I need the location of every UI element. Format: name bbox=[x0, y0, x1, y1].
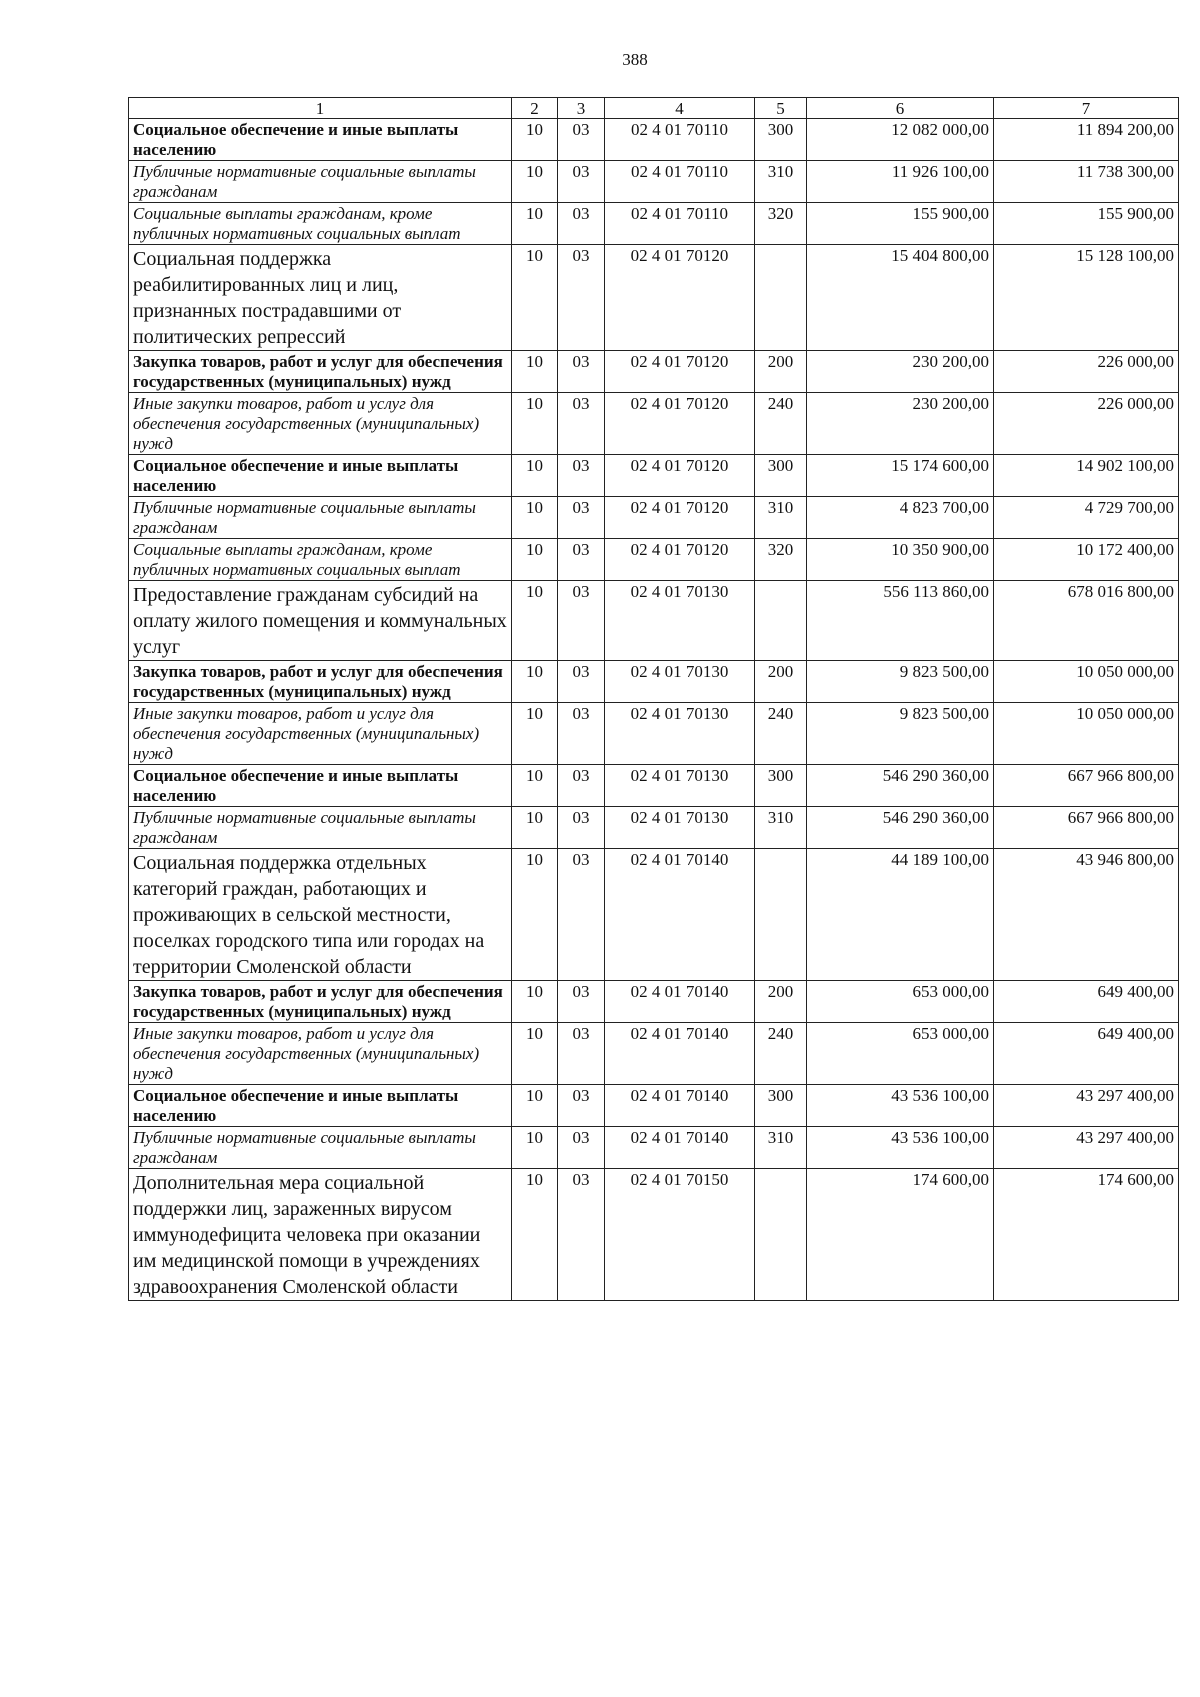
table-row bbox=[129, 981, 1179, 1023]
row-amount-2-cell: 15 128 100,00 bbox=[994, 245, 1179, 351]
row-expense-type-cell: 240 bbox=[755, 703, 807, 765]
row-amount-1-cell: 653 000,00 bbox=[807, 1023, 994, 1085]
header-cell-6: 6 bbox=[807, 98, 994, 119]
row-amount-2-cell: 43 946 800,00 bbox=[994, 849, 1179, 981]
row-amount-2-cell: 667 966 800,00 bbox=[994, 765, 1179, 807]
row-subsection-cell: 03 bbox=[558, 119, 605, 161]
table-row bbox=[129, 497, 1179, 539]
row-amount-1-cell: 44 189 100,00 bbox=[807, 849, 994, 981]
row-amount-2-cell: 649 400,00 bbox=[994, 1023, 1179, 1085]
row-target-article-cell: 02 4 01 70130 bbox=[605, 807, 755, 849]
row-name-cell: Социальная поддержка отдельных категорий граждан, работающих и проживающих в сельской местности, поселках городского типа или городах на территории Смоленской области bbox=[129, 849, 512, 981]
row-target-article-cell: 02 4 01 70140 bbox=[605, 1023, 755, 1085]
row-section-cell: 10 bbox=[512, 849, 558, 981]
row-amount-2-cell: 649 400,00 bbox=[994, 981, 1179, 1023]
table-row bbox=[129, 807, 1179, 849]
table-row bbox=[129, 161, 1179, 203]
row-expense-type-cell: 300 bbox=[755, 455, 807, 497]
row-expense-type-cell: 300 bbox=[755, 765, 807, 807]
row-section-cell: 10 bbox=[512, 1023, 558, 1085]
row-expense-type-cell: 300 bbox=[755, 1085, 807, 1127]
row-amount-2-cell: 10 050 000,00 bbox=[994, 703, 1179, 765]
row-section-cell: 10 bbox=[512, 539, 558, 581]
row-amount-1-cell: 4 823 700,00 bbox=[807, 497, 994, 539]
table-row bbox=[129, 1127, 1179, 1169]
row-name-cell: Социальное обеспечение и иные выплаты населению bbox=[129, 455, 512, 497]
row-name-cell: Закупка товаров, работ и услуг для обеспечения государственных (муниципальных) нужд bbox=[129, 661, 512, 703]
row-target-article-cell: 02 4 01 70130 bbox=[605, 661, 755, 703]
row-subsection-cell: 03 bbox=[558, 981, 605, 1023]
row-subsection-cell: 03 bbox=[558, 351, 605, 393]
row-amount-2-cell: 4 729 700,00 bbox=[994, 497, 1179, 539]
row-section-cell: 10 bbox=[512, 351, 558, 393]
table-row bbox=[129, 393, 1179, 455]
row-target-article-cell: 02 4 01 70120 bbox=[605, 351, 755, 393]
row-target-article-cell: 02 4 01 70130 bbox=[605, 581, 755, 661]
row-target-article-cell: 02 4 01 70140 bbox=[605, 849, 755, 981]
row-amount-1-cell: 174 600,00 bbox=[807, 1169, 994, 1301]
row-subsection-cell: 03 bbox=[558, 245, 605, 351]
table-row bbox=[129, 1169, 1179, 1301]
row-name-cell: Дополнительная мера социальной поддержки лиц, зараженных вирусом иммунодефицита человека при оказании им медицинской помощи в учреждениях здравоохранения Смоленской области bbox=[129, 1169, 512, 1301]
row-amount-1-cell: 15 404 800,00 bbox=[807, 245, 994, 351]
row-name-cell: Закупка товаров, работ и услуг для обеспечения государственных (муниципальных) нужд bbox=[129, 351, 512, 393]
row-target-article-cell: 02 4 01 70120 bbox=[605, 497, 755, 539]
row-section-cell: 10 bbox=[512, 661, 558, 703]
row-section-cell: 10 bbox=[512, 1127, 558, 1169]
row-target-article-cell: 02 4 01 70140 bbox=[605, 981, 755, 1023]
table-row bbox=[129, 455, 1179, 497]
row-name-cell: Публичные нормативные социальные выплаты гражданам bbox=[129, 807, 512, 849]
header-cell-1: 1 bbox=[129, 98, 512, 119]
header-row bbox=[129, 98, 1179, 119]
row-name-cell: Социальное обеспечение и иные выплаты населению bbox=[129, 119, 512, 161]
row-amount-2-cell: 11 738 300,00 bbox=[994, 161, 1179, 203]
row-target-article-cell: 02 4 01 70110 bbox=[605, 161, 755, 203]
row-expense-type-cell: 310 bbox=[755, 161, 807, 203]
table-row bbox=[129, 661, 1179, 703]
row-amount-1-cell: 9 823 500,00 bbox=[807, 661, 994, 703]
row-amount-1-cell: 9 823 500,00 bbox=[807, 703, 994, 765]
table-row bbox=[129, 203, 1179, 245]
table-row bbox=[129, 119, 1179, 161]
row-target-article-cell: 02 4 01 70110 bbox=[605, 203, 755, 245]
row-amount-2-cell: 155 900,00 bbox=[994, 203, 1179, 245]
row-amount-1-cell: 43 536 100,00 bbox=[807, 1127, 994, 1169]
row-subsection-cell: 03 bbox=[558, 581, 605, 661]
header-cell-3: 3 bbox=[558, 98, 605, 119]
row-section-cell: 10 bbox=[512, 497, 558, 539]
row-subsection-cell: 03 bbox=[558, 1127, 605, 1169]
row-subsection-cell: 03 bbox=[558, 497, 605, 539]
row-subsection-cell: 03 bbox=[558, 393, 605, 455]
row-expense-type-cell bbox=[755, 1169, 807, 1301]
row-section-cell: 10 bbox=[512, 807, 558, 849]
row-section-cell: 10 bbox=[512, 455, 558, 497]
table-row bbox=[129, 765, 1179, 807]
budget-table bbox=[128, 97, 1179, 1301]
row-amount-2-cell: 226 000,00 bbox=[994, 351, 1179, 393]
row-section-cell: 10 bbox=[512, 981, 558, 1023]
row-expense-type-cell: 200 bbox=[755, 661, 807, 703]
row-expense-type-cell: 320 bbox=[755, 539, 807, 581]
row-amount-1-cell: 10 350 900,00 bbox=[807, 539, 994, 581]
row-target-article-cell: 02 4 01 70140 bbox=[605, 1127, 755, 1169]
row-amount-2-cell: 14 902 100,00 bbox=[994, 455, 1179, 497]
row-target-article-cell: 02 4 01 70110 bbox=[605, 119, 755, 161]
row-amount-2-cell: 43 297 400,00 bbox=[994, 1085, 1179, 1127]
row-amount-1-cell: 155 900,00 bbox=[807, 203, 994, 245]
row-subsection-cell: 03 bbox=[558, 161, 605, 203]
row-amount-1-cell: 12 082 000,00 bbox=[807, 119, 994, 161]
row-expense-type-cell: 300 bbox=[755, 119, 807, 161]
row-subsection-cell: 03 bbox=[558, 539, 605, 581]
row-expense-type-cell bbox=[755, 245, 807, 351]
row-section-cell: 10 bbox=[512, 161, 558, 203]
row-section-cell: 10 bbox=[512, 703, 558, 765]
row-subsection-cell: 03 bbox=[558, 455, 605, 497]
table-row bbox=[129, 351, 1179, 393]
row-target-article-cell: 02 4 01 70130 bbox=[605, 765, 755, 807]
row-target-article-cell: 02 4 01 70130 bbox=[605, 703, 755, 765]
row-expense-type-cell bbox=[755, 849, 807, 981]
row-expense-type-cell: 310 bbox=[755, 497, 807, 539]
row-amount-2-cell: 226 000,00 bbox=[994, 393, 1179, 455]
row-subsection-cell: 03 bbox=[558, 1169, 605, 1301]
row-target-article-cell: 02 4 01 70120 bbox=[605, 393, 755, 455]
row-expense-type-cell bbox=[755, 581, 807, 661]
row-name-cell: Социальные выплаты гражданам, кроме публичных нормативных социальных выплат bbox=[129, 203, 512, 245]
row-target-article-cell: 02 4 01 70120 bbox=[605, 245, 755, 351]
row-amount-2-cell: 11 894 200,00 bbox=[994, 119, 1179, 161]
row-amount-1-cell: 546 290 360,00 bbox=[807, 765, 994, 807]
page-number: 388 bbox=[622, 50, 648, 69]
row-name-cell: Иные закупки товаров, работ и услуг для обеспечения государственных (муниципальных) нужд bbox=[129, 393, 512, 455]
row-expense-type-cell: 320 bbox=[755, 203, 807, 245]
row-name-cell: Иные закупки товаров, работ и услуг для обеспечения государственных (муниципальных) нужд bbox=[129, 703, 512, 765]
row-name-cell: Публичные нормативные социальные выплаты гражданам bbox=[129, 497, 512, 539]
row-name-cell: Иные закупки товаров, работ и услуг для обеспечения государственных (муниципальных) нужд bbox=[129, 1023, 512, 1085]
row-section-cell: 10 bbox=[512, 581, 558, 661]
row-name-cell: Социальное обеспечение и иные выплаты населению bbox=[129, 765, 512, 807]
table-row bbox=[129, 849, 1179, 981]
row-target-article-cell: 02 4 01 70120 bbox=[605, 539, 755, 581]
row-section-cell: 10 bbox=[512, 119, 558, 161]
row-subsection-cell: 03 bbox=[558, 849, 605, 981]
table-row bbox=[129, 703, 1179, 765]
row-amount-1-cell: 556 113 860,00 bbox=[807, 581, 994, 661]
row-name-cell: Закупка товаров, работ и услуг для обеспечения государственных (муниципальных) нужд bbox=[129, 981, 512, 1023]
row-section-cell: 10 bbox=[512, 393, 558, 455]
row-expense-type-cell: 200 bbox=[755, 351, 807, 393]
row-amount-2-cell: 667 966 800,00 bbox=[994, 807, 1179, 849]
table-row bbox=[129, 581, 1179, 661]
header-cell-7: 7 bbox=[994, 98, 1179, 119]
row-expense-type-cell: 310 bbox=[755, 807, 807, 849]
row-amount-1-cell: 546 290 360,00 bbox=[807, 807, 994, 849]
row-amount-2-cell: 10 172 400,00 bbox=[994, 539, 1179, 581]
row-amount-1-cell: 230 200,00 bbox=[807, 351, 994, 393]
row-expense-type-cell: 200 bbox=[755, 981, 807, 1023]
row-subsection-cell: 03 bbox=[558, 703, 605, 765]
table-row bbox=[129, 245, 1179, 351]
row-amount-2-cell: 678 016 800,00 bbox=[994, 581, 1179, 661]
header-cell-5: 5 bbox=[755, 98, 807, 119]
row-amount-1-cell: 15 174 600,00 bbox=[807, 455, 994, 497]
row-name-cell: Социальные выплаты гражданам, кроме публичных нормативных социальных выплат bbox=[129, 539, 512, 581]
row-target-article-cell: 02 4 01 70120 bbox=[605, 455, 755, 497]
row-subsection-cell: 03 bbox=[558, 661, 605, 703]
row-name-cell: Социальное обеспечение и иные выплаты населению bbox=[129, 1085, 512, 1127]
row-target-article-cell: 02 4 01 70150 bbox=[605, 1169, 755, 1301]
header-cell-4: 4 bbox=[605, 98, 755, 119]
row-target-article-cell: 02 4 01 70140 bbox=[605, 1085, 755, 1127]
row-subsection-cell: 03 bbox=[558, 765, 605, 807]
table-row bbox=[129, 1085, 1179, 1127]
row-amount-2-cell: 10 050 000,00 bbox=[994, 661, 1179, 703]
header-cell-2: 2 bbox=[512, 98, 558, 119]
row-section-cell: 10 bbox=[512, 203, 558, 245]
row-amount-2-cell: 174 600,00 bbox=[994, 1169, 1179, 1301]
row-amount-2-cell: 43 297 400,00 bbox=[994, 1127, 1179, 1169]
row-subsection-cell: 03 bbox=[558, 807, 605, 849]
table-row bbox=[129, 1023, 1179, 1085]
row-subsection-cell: 03 bbox=[558, 203, 605, 245]
row-expense-type-cell: 310 bbox=[755, 1127, 807, 1169]
row-expense-type-cell: 240 bbox=[755, 393, 807, 455]
row-subsection-cell: 03 bbox=[558, 1023, 605, 1085]
row-section-cell: 10 bbox=[512, 245, 558, 351]
table-row bbox=[129, 539, 1179, 581]
row-name-cell: Предоставление гражданам субсидий на оплату жилого помещения и коммунальных услуг bbox=[129, 581, 512, 661]
row-section-cell: 10 bbox=[512, 1085, 558, 1127]
row-expense-type-cell: 240 bbox=[755, 1023, 807, 1085]
row-amount-1-cell: 230 200,00 bbox=[807, 393, 994, 455]
table-body bbox=[129, 119, 1179, 1301]
row-name-cell: Социальная поддержка реабилитированных лиц и лиц, признанных пострадавшими от политических репрессий bbox=[129, 245, 512, 351]
row-name-cell: Публичные нормативные социальные выплаты гражданам bbox=[129, 1127, 512, 1169]
row-section-cell: 10 bbox=[512, 1169, 558, 1301]
row-amount-1-cell: 43 536 100,00 bbox=[807, 1085, 994, 1127]
row-section-cell: 10 bbox=[512, 765, 558, 807]
row-subsection-cell: 03 bbox=[558, 1085, 605, 1127]
row-name-cell: Публичные нормативные социальные выплаты гражданам bbox=[129, 161, 512, 203]
row-amount-1-cell: 653 000,00 bbox=[807, 981, 994, 1023]
row-amount-1-cell: 11 926 100,00 bbox=[807, 161, 994, 203]
